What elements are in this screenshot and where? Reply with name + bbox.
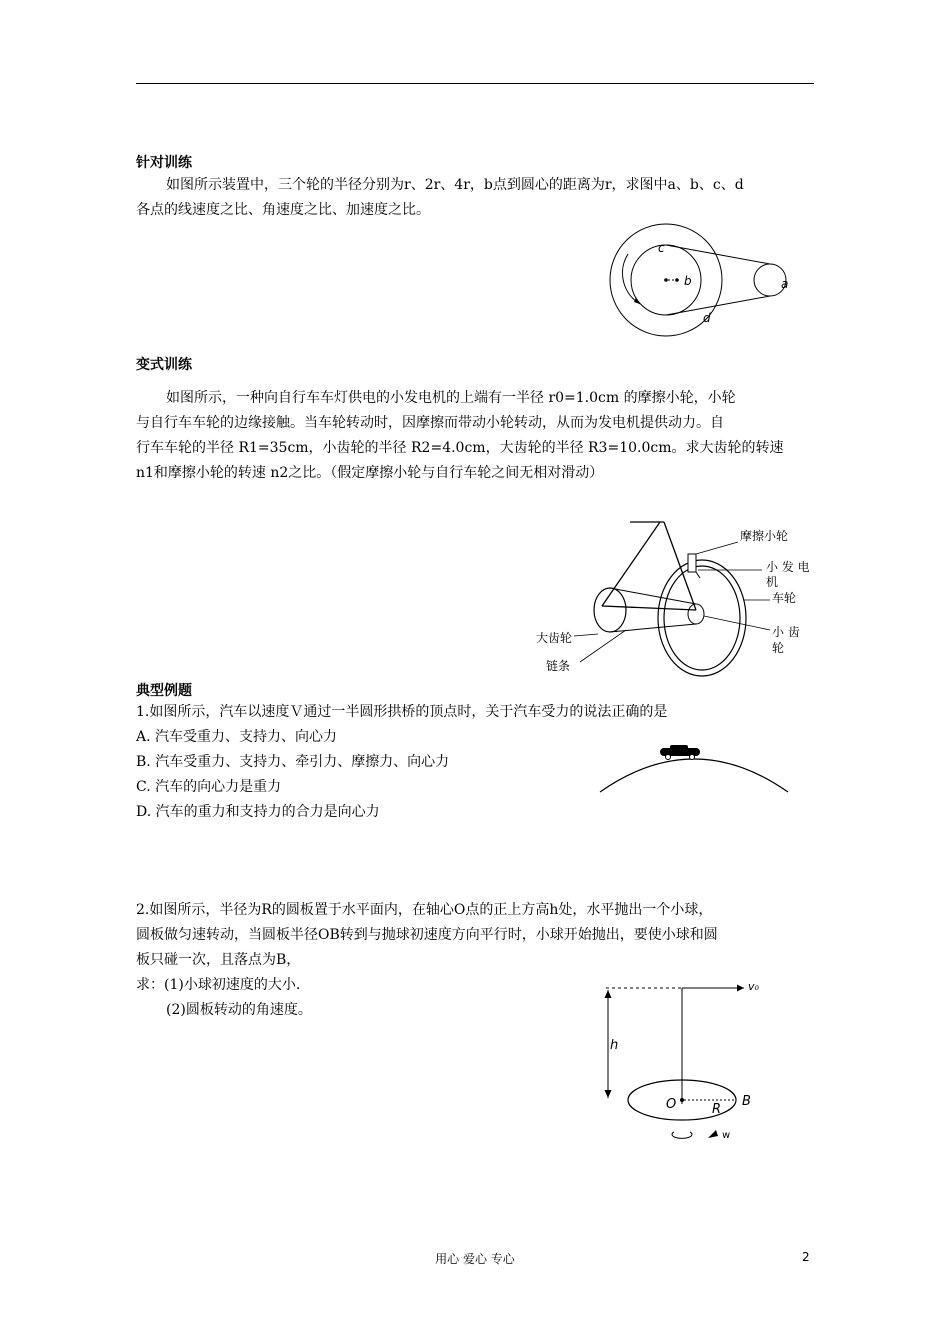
height-arrow-down-icon: [605, 1090, 612, 1098]
question-2-line2: 圆板做匀速转动，当圆板半径OB转到与抛球初速度方向平行时，小球开始抛出，要使小球和圆: [136, 927, 718, 943]
leader-big-gear: [574, 634, 598, 636]
question-2-line3: 板只碰一次，且落点为B，: [136, 952, 301, 968]
label-v0: v₀: [748, 980, 759, 993]
option-d: D. 汽车的重力和支持力的合力是向心力: [136, 804, 380, 820]
center-dot: [664, 278, 668, 282]
leader-friction: [696, 542, 738, 554]
label-w: w: [722, 1130, 731, 1141]
variation-text-line4: n1和摩擦小轮的转速 n2之比。（假定摩擦小轮与自行车轮之间无相对滑动）: [136, 465, 604, 481]
label-a: a: [781, 277, 789, 291]
option-c: C. 汽车的向心力是重力: [136, 779, 282, 795]
belt-top: [666, 245, 770, 264]
option-a: A. 汽车受重力、支持力、向心力: [136, 729, 338, 745]
frame-down-tube: [602, 522, 660, 606]
disc-projectile-figure: [594, 972, 794, 1152]
label-generator-2: 机: [766, 575, 779, 589]
variation-text-line2: 与自行车车轮的边缘接触。当车轮转动时，因摩擦而带动小轮转动，从而为发电机提供动力。自: [136, 415, 724, 431]
label-c: c: [658, 241, 665, 255]
label-big-gear: 大齿轮: [536, 631, 573, 645]
variation-text-line1: 如图所示，一种向自行车车灯供电的小发电机的上端有一半径 r0=1.0cm 的摩擦小轮，小轮: [166, 390, 736, 406]
header-rule: [136, 83, 814, 84]
label-O: O: [666, 1097, 677, 1112]
belt-wheels-figure: [600, 222, 800, 344]
label-R: R: [712, 1102, 722, 1117]
small-gear: [688, 604, 704, 624]
label-h: h: [610, 1038, 619, 1053]
car-roof: [670, 745, 688, 750]
page-number: 2: [802, 1250, 810, 1264]
chain-bottom: [610, 624, 696, 632]
point-b-dot: [675, 278, 679, 282]
belt-bottom: [666, 296, 770, 315]
leader-small-gear: [704, 616, 770, 630]
option-b: B. 汽车受重力、支持力、牵引力、摩擦力、向心力: [136, 754, 450, 770]
variation-text-line3: 行车车轮的半径 R1=35cm，小齿轮的半径 R2=4.0cm，大齿轮的半径 R3=10.0cm。求大齿轮的转速: [136, 440, 784, 456]
rotation-arrow-icon: [708, 1130, 718, 1138]
arch-bridge: [600, 759, 788, 792]
disc-center-dot: [680, 1098, 684, 1102]
label-small-gear-2: 轮: [772, 641, 785, 655]
label-b: b: [684, 274, 692, 288]
arch-bridge-figure: [596, 740, 796, 796]
generator-body: [688, 554, 696, 572]
label-generator-1: 小 发 电: [766, 560, 810, 574]
bicycle-figure: [530, 518, 820, 678]
section-heading-practice: 针对训练: [136, 155, 192, 171]
bike-wheel-outer: [658, 560, 746, 676]
label-friction-wheel: 摩擦小轮: [740, 529, 789, 543]
bike-wheel-inner: [664, 566, 740, 670]
practice-text-line2: 各点的线速度之比、角速度之比、加速度之比。: [136, 202, 430, 218]
question-1-text: 1.如图所示，汽车以速度Ｖ通过一半圆形拱桥的顶点时，关于汽车受力的说法正确的是: [136, 704, 668, 720]
footer-text: 用心 爱心 专心: [435, 1252, 515, 1266]
rotation-arrow-icon: [634, 297, 640, 304]
section-heading-variation: 变式训练: [136, 357, 192, 373]
rotation-indicator: [672, 1132, 692, 1138]
question-2-line1: 2.如图所示，半径为R的圆板置于水平面内，在轴心O点的正上方高h处，水平抛出一个小球，: [136, 902, 713, 918]
practice-text-line1: 如图所示装置中，三个轮的半径分别为r、2r、4r，b点到圆心的距离为r，求图中a、b、c、d: [166, 177, 744, 193]
v0-arrow-icon: [737, 985, 744, 992]
generator-shaft: [696, 572, 700, 578]
frame-chain-stay: [602, 606, 696, 610]
label-small-gear-1: 小 齿: [772, 625, 800, 639]
height-arrow-up-icon: [605, 990, 612, 998]
question-2-ask-2: (2)圆板转动的角速度。: [166, 1002, 312, 1018]
car-wheel-front: [690, 755, 695, 760]
car-wheel-rear: [666, 755, 671, 760]
label-chain: 链条: [546, 659, 571, 673]
label-bike-wheel: 车轮: [772, 591, 797, 605]
label-d: d: [703, 311, 711, 325]
section-heading-examples: 典型例题: [136, 683, 192, 699]
label-B: B: [742, 1094, 751, 1109]
question-2-ask-1: 求：(1)小球初速度的大小.: [136, 977, 301, 993]
